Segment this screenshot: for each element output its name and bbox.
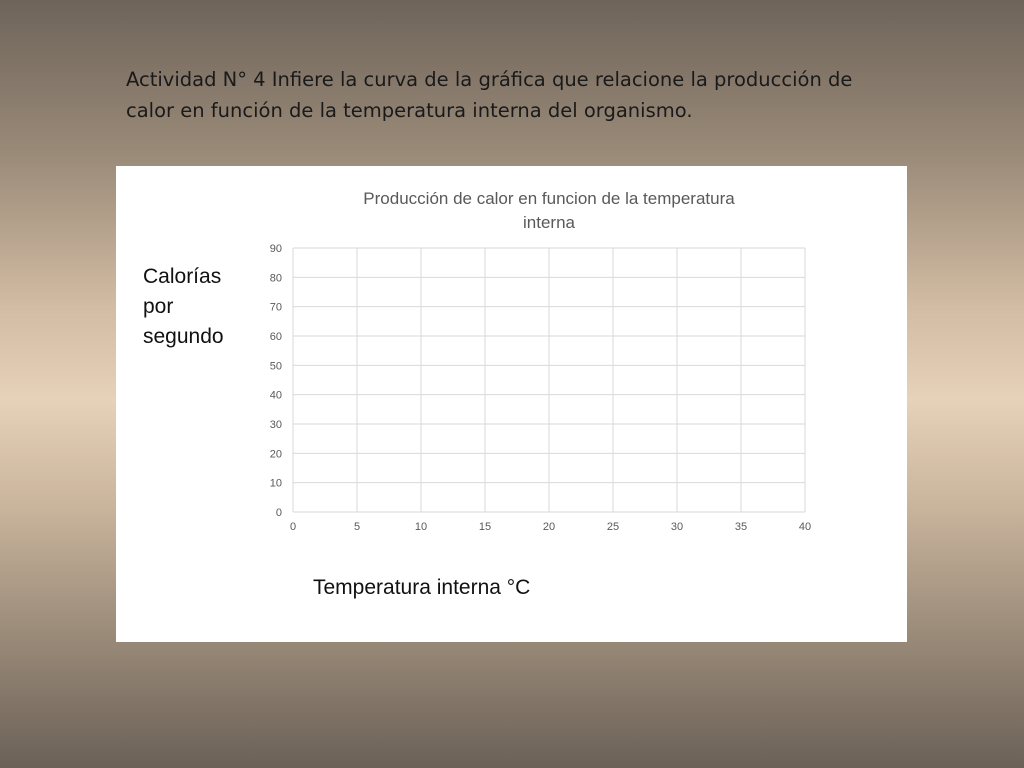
chart-title-line: Producción de calor en funcion de la temperatura (363, 189, 735, 208)
x-tick-label: 10 (414, 521, 428, 533)
y-tick-label: 20 (269, 448, 282, 461)
chart-title-line: interna (523, 213, 575, 232)
y-axis-label-line: por (143, 295, 174, 318)
y-axis-label-line: segundo (143, 325, 224, 348)
y-tick-label: 60 (269, 331, 282, 343)
y-axis-label (143, 262, 243, 352)
x-tick-label: 30 (670, 521, 684, 533)
x-tick-labels (290, 521, 811, 533)
y-tick-labels (270, 243, 282, 519)
y-tick-label: 90 (269, 243, 282, 255)
x-tick-label: 35 (734, 521, 748, 533)
vertical-gridlines (293, 248, 805, 512)
x-axis-label: Temperatura interna °C (313, 576, 531, 599)
y-tick-label: 10 (269, 477, 282, 490)
y-tick-label: 30 (269, 419, 282, 431)
y-tick-label: 40 (269, 389, 282, 402)
chart-card (116, 166, 907, 642)
x-tick-label: 40 (798, 521, 812, 533)
x-tick-label: 15 (478, 521, 492, 533)
y-tick-label: 80 (269, 272, 282, 285)
y-tick-label: 0 (275, 507, 282, 519)
x-tick-label: 0 (289, 521, 297, 533)
y-tick-label: 50 (269, 360, 282, 373)
y-axis-label-line: Calorías (143, 265, 222, 288)
chart-svg (116, 166, 907, 642)
slide-title: Actividad N° 4 Infiere la curva de la gráfica que relacione la producción de calor en función de la temperatura interna del organismo. (126, 68, 853, 122)
x-tick-label: 20 (542, 521, 556, 533)
x-tick-label: 25 (606, 521, 620, 533)
chart-title (363, 189, 735, 232)
x-tick-label: 5 (353, 521, 361, 533)
y-tick-label: 70 (269, 301, 282, 314)
